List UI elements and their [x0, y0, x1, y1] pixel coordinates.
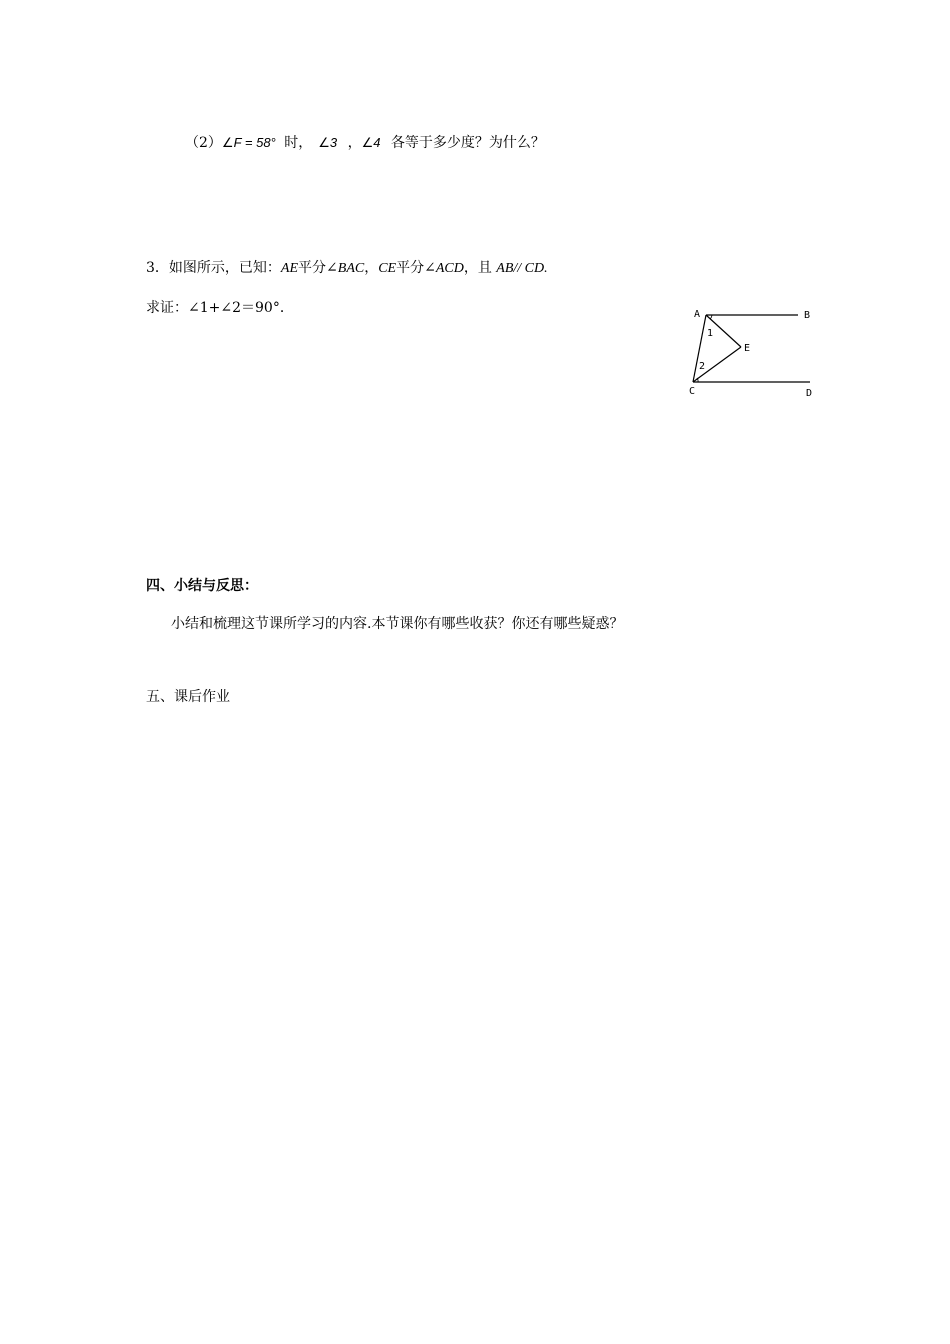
- question-3-number: 3．如图所示，已知：: [146, 260, 281, 276]
- label-angle-2: 2: [699, 361, 706, 372]
- separator-1: ，: [364, 260, 379, 276]
- question-2-comma: ，: [347, 135, 362, 151]
- question-3-line: [146, 258, 548, 279]
- section-5-heading: 五、课后作业: [146, 689, 230, 705]
- prove-line: [146, 298, 294, 318]
- angle-f-expression: ∠F = 58°: [221, 135, 276, 150]
- angle-3-label: ∠3: [318, 135, 338, 150]
- label-a: A: [694, 309, 701, 320]
- angle-arc-a: [710, 315, 712, 319]
- section-4-heading: 四、小结与反思：: [146, 578, 258, 594]
- section-4-body: 小结和梳理这节课所学习的内容.本节课你有哪些收获？你还有哪些疑惑？: [171, 616, 624, 632]
- question-2-prefix: （2）: [185, 135, 222, 151]
- question-2-when: 时，: [284, 135, 313, 151]
- angle-bac: BAC: [337, 261, 365, 276]
- bisect-text-2: 平分∠: [396, 260, 436, 276]
- label-b: B: [804, 310, 811, 321]
- label-angle-1: 1: [707, 328, 714, 339]
- label-e: E: [744, 343, 751, 354]
- bisect-text-1: 平分∠: [298, 260, 338, 276]
- and-text: ，且: [463, 260, 497, 276]
- parallel-statement: AB// CD: [496, 261, 545, 276]
- label-c: C: [689, 386, 696, 397]
- geometry-figure: [686, 305, 820, 405]
- question-2-line: [185, 133, 545, 153]
- segment-ce: CE: [378, 261, 397, 276]
- label-d: D: [806, 388, 813, 399]
- prove-statement: 求证：∠1+∠2＝90°．: [146, 300, 294, 316]
- angle-acd: ACD: [435, 261, 464, 276]
- sentence-end: .: [544, 261, 548, 276]
- segment-ae: AE: [280, 261, 299, 276]
- angle-4-label: ∠4: [361, 135, 381, 150]
- question-2-text: 各等于多少度？为什么？: [390, 135, 545, 151]
